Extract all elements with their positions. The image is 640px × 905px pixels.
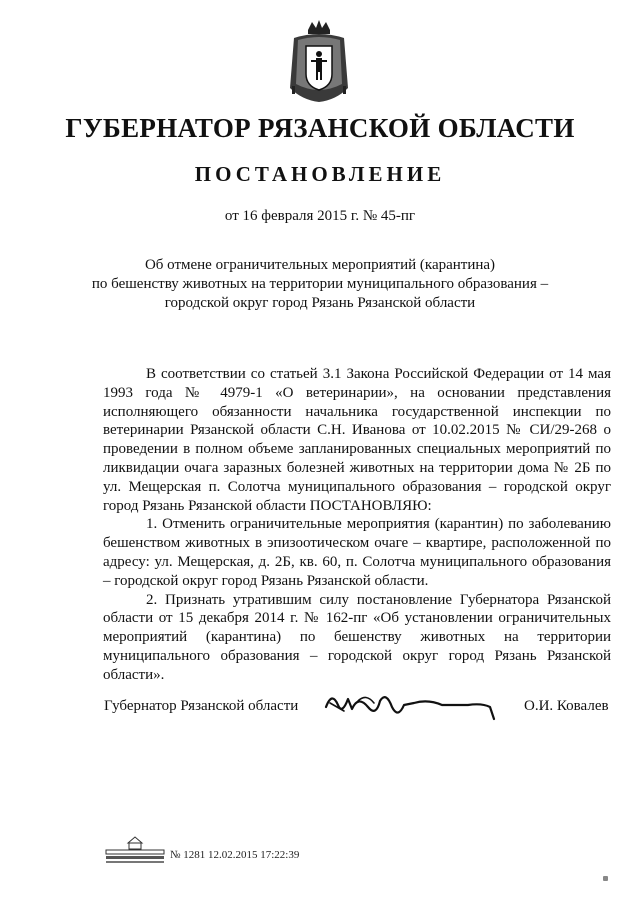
- subject-line: Об отмене ограничительных мероприятий (карантина): [144, 257, 496, 273]
- registry-logo-icon: [104, 833, 166, 865]
- signatory-position: Губернатор Рязанской области: [104, 698, 299, 714]
- document-subject: [90, 256, 550, 313]
- document-type: ПОСТАНОВЛЕНИЕ: [194, 162, 446, 186]
- body-paragraph: 2. Признать утратившим силу постановление Губернатора Рязанской области от 15 декабря 2014 г. № 162-пг «Об установлении ограничительных мероприятий (карантина) по бешенству животных на территории муниципального образования – городской округ город Рязань Рязанской области».: [103, 591, 611, 683]
- subject-line: городской округ город Рязань Рязанской области: [164, 295, 476, 311]
- registration-stamp: № 1281 12.02.2015 17:22:39: [170, 849, 300, 861]
- signatory-name: О.И. Ковалев: [524, 698, 609, 714]
- document-body: [103, 365, 611, 685]
- coat-of-arms-icon: [286, 18, 352, 106]
- authority-title: ГУБЕРНАТОР РЯЗАНСКОЙ ОБЛАСТИ: [65, 113, 575, 143]
- document-date-number: от 16 февраля 2015 г. № 45-пг: [224, 208, 416, 224]
- page-mark: [603, 876, 608, 881]
- body-paragraph: 1. Отменить ограничительные мероприятия (карантин) по заболеванию бешенством животных в эпизоотическом очаге – квартире, расположенной по адресу: ул. Мещерская, д. 2Б, кв. 60, п. Солотча муниципального образования – городской округ город Рязань Рязанской области.: [103, 516, 611, 589]
- subject-line: по бешенству животных на территории муниципального образования –: [91, 276, 549, 292]
- handwritten-signature: [318, 685, 518, 725]
- body-paragraph: В соответствии со статьей 3.1 Закона Российской Федерации от 14 мая 1993 года № 4979-1 «О ветеринарии», на основании представления исполняющего обязанности начальника государственной инспекции по ветеринарии Рязанской области С.Н. Иванова от 10.02.2015 № СИ/29-268 о проведении в полном объеме запланированных специальных мероприятий по ликвидации очага заразных болезней животных на территории дома № 2Б по ул. Мещерская п. Солотча муниципального образования – городской округ город Рязань Рязанской области ПОСТАНОВЛЯЮ:: [103, 366, 611, 514]
